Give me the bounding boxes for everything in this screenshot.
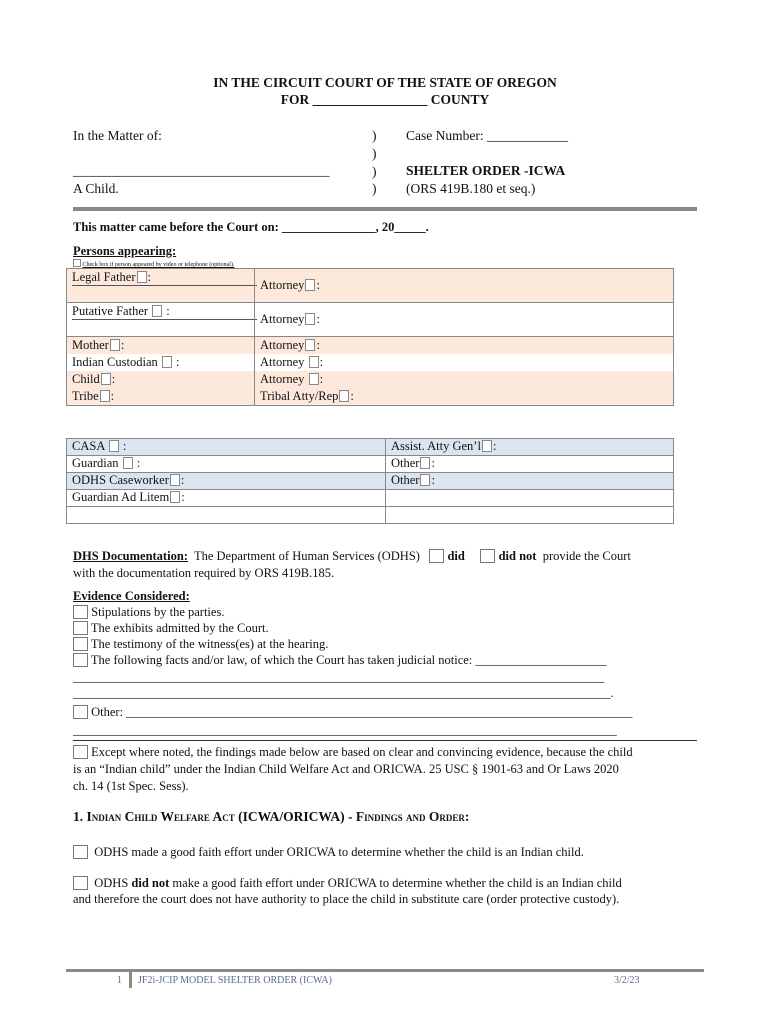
caption-divider bbox=[73, 207, 697, 211]
evidence-other: Other: _________________________________________________________________________________ bbox=[73, 705, 697, 720]
aag-label: Assist. Atty Gen’l bbox=[391, 439, 481, 453]
gal-checkbox[interactable] bbox=[170, 491, 180, 503]
video-note: Check box if person appeared by video or telephone (optional). bbox=[73, 259, 234, 268]
tribal-atty-label: Tribal Atty/Rep bbox=[260, 389, 339, 403]
child-label: Child bbox=[72, 372, 100, 386]
form-name: JF2i-JCIP MODEL SHELTER ORDER (ICWA) bbox=[138, 975, 332, 986]
caption-paren: ) bbox=[372, 146, 377, 161]
blank-line: _______________________________________________________________________________________ bbox=[73, 723, 617, 737]
attorney-label: Attorney bbox=[260, 278, 305, 292]
court-title: IN THE CIRCUIT COURT OF THE STATE OF OREGON bbox=[213, 75, 557, 90]
indian-custodian-label: Indian Custodian bbox=[72, 355, 158, 369]
video-checkbox[interactable] bbox=[73, 259, 81, 267]
mother-label: Mother bbox=[72, 338, 109, 352]
casa-label: CASA bbox=[72, 439, 105, 453]
except-line2: is an “Indian child” under the Indian Child Welfare Act and ORICWA. 25 USC § 1901-63 and Or Laws 2020 bbox=[73, 762, 619, 776]
order-title: SHELTER ORDER -ICWA bbox=[406, 163, 566, 178]
caption-paren: ) bbox=[372, 181, 377, 196]
legal-father-checkbox[interactable] bbox=[137, 271, 147, 283]
blank-line: ______________________________________________________________________________________. bbox=[73, 686, 614, 700]
tribe-checkbox[interactable] bbox=[100, 390, 110, 402]
attorney-label: Attorney bbox=[260, 355, 305, 369]
section1-heading: 1. Indian Child Welfare Act (ICWA/ORICWA) - Findings and Order: bbox=[73, 809, 470, 824]
attorney-checkbox[interactable] bbox=[305, 313, 315, 325]
dhs-documentation-line2: with the documentation required by ORS 419B.185. bbox=[73, 566, 335, 580]
evidence-item: Stipulations by the parties. bbox=[73, 605, 224, 620]
persons-heading: Persons appearing: bbox=[73, 244, 177, 258]
guardian-label: Guardian bbox=[72, 456, 119, 470]
table-row: Guardian : Other : bbox=[67, 456, 674, 473]
other-label: Other bbox=[391, 473, 420, 487]
caption-paren: ) bbox=[372, 164, 377, 179]
legal-father-label: Legal Father bbox=[72, 270, 136, 284]
good-faith-checkbox[interactable] bbox=[73, 845, 88, 859]
section1-option2: ODHS did not make a good faith effort under ORICWA to determine whether the child is an Indian child bbox=[73, 876, 622, 891]
ors-reference: (ORS 419B.180 et seq.) bbox=[406, 181, 536, 196]
other-label: Other bbox=[391, 456, 420, 470]
other-evidence-checkbox[interactable] bbox=[73, 705, 88, 719]
attorney-label: Attorney bbox=[260, 312, 305, 326]
footer-rule bbox=[66, 969, 704, 972]
guardian-checkbox[interactable] bbox=[123, 457, 133, 469]
child-name-blank: ______________________________________ bbox=[73, 163, 330, 178]
no-good-faith-checkbox[interactable] bbox=[73, 876, 88, 890]
evidence-item: The exhibits admitted by the Court. bbox=[73, 621, 269, 636]
did-not-checkbox[interactable] bbox=[480, 549, 495, 563]
attorney-checkbox[interactable] bbox=[305, 279, 315, 291]
stipulations-checkbox[interactable] bbox=[73, 605, 88, 619]
table-row: Legal Father : Attorney : bbox=[67, 269, 674, 303]
tribal-atty-checkbox[interactable] bbox=[339, 390, 349, 402]
table-row: CASA : Assist. Atty Gen’l : bbox=[67, 439, 674, 456]
evidence-heading: Evidence Considered: bbox=[73, 589, 190, 603]
judicial-notice-checkbox[interactable] bbox=[73, 653, 88, 667]
mother-checkbox[interactable] bbox=[110, 339, 120, 351]
caption-paren: ) bbox=[372, 128, 377, 143]
case-number: Case Number: ____________ bbox=[406, 128, 568, 143]
attorney-checkbox[interactable] bbox=[305, 339, 315, 351]
table-row: Mother : Indian Custodian : Child : Tribe : Attorney : Attorney : Attorney : Tribal Atty/Rep : bbox=[67, 337, 674, 406]
aag-checkbox[interactable] bbox=[482, 440, 492, 452]
putative-father-checkbox[interactable] bbox=[152, 305, 162, 317]
caseworker-label: ODHS Caseworker bbox=[72, 473, 169, 487]
attorney-checkbox[interactable] bbox=[309, 373, 319, 385]
dhs-documentation: DHS Documentation: The Department of Human Services (ODHS) did did not provide the Court bbox=[73, 549, 631, 563]
attorney-label: Attorney bbox=[260, 372, 305, 386]
other-persons-table bbox=[66, 438, 674, 524]
casa-checkbox[interactable] bbox=[109, 440, 119, 452]
other-checkbox[interactable] bbox=[420, 474, 430, 486]
table-row: Putative Father : Attorney : bbox=[67, 303, 674, 337]
persons-table bbox=[66, 268, 674, 406]
in-matter-label: In the Matter of: bbox=[73, 128, 162, 143]
caseworker-checkbox[interactable] bbox=[170, 474, 180, 486]
section1-option2-line2: and therefore the court does not have authority to place the child in substitute care (order protective custody). bbox=[73, 892, 620, 906]
section1-option1: ODHS made a good faith effort under ORICWA to determine whether the child is an Indian child. bbox=[73, 845, 584, 860]
putative-father-label: Putative Father bbox=[72, 304, 149, 318]
county-line: FOR _________________ COUNTY bbox=[280, 92, 490, 107]
table-row bbox=[67, 507, 674, 524]
did-checkbox[interactable] bbox=[429, 549, 444, 563]
blank-line: _____________________________________________________________________________________ bbox=[73, 670, 605, 684]
a-child-label: A Child. bbox=[73, 181, 119, 196]
other-checkbox[interactable] bbox=[420, 457, 430, 469]
testimony-checkbox[interactable] bbox=[73, 637, 88, 651]
exhibits-checkbox[interactable] bbox=[73, 621, 88, 635]
table-row: Guardian Ad Litem : bbox=[67, 490, 674, 507]
table-row: ODHS Caseworker : Other : bbox=[67, 473, 674, 490]
evidence-item: The testimony of the witness(es) at the hearing. bbox=[73, 637, 328, 652]
gal-label: Guardian Ad Litem bbox=[72, 490, 170, 504]
except-line1: Except where noted, the findings made below are based on clear and convincing evidence, because the child bbox=[73, 745, 633, 760]
attorney-checkbox[interactable] bbox=[309, 356, 319, 368]
footer-page-divider bbox=[129, 972, 132, 988]
child-checkbox[interactable] bbox=[101, 373, 111, 385]
form-date: 3/2/23 bbox=[614, 975, 640, 986]
tribe-label: Tribe bbox=[72, 389, 99, 403]
divider bbox=[73, 740, 697, 741]
matter-came-before: This matter came before the Court on: _______________, 20_____. bbox=[73, 220, 429, 234]
attorney-label: Attorney bbox=[260, 338, 305, 352]
page-number: 1 bbox=[117, 975, 122, 986]
evidence-item: The following facts and/or law, of which the Court has taken judicial notice: _____________________ bbox=[73, 653, 607, 668]
indian-custodian-checkbox[interactable] bbox=[162, 356, 172, 368]
except-line3: ch. 14 (1st Spec. Sess). bbox=[73, 779, 189, 793]
except-checkbox[interactable] bbox=[73, 745, 88, 759]
